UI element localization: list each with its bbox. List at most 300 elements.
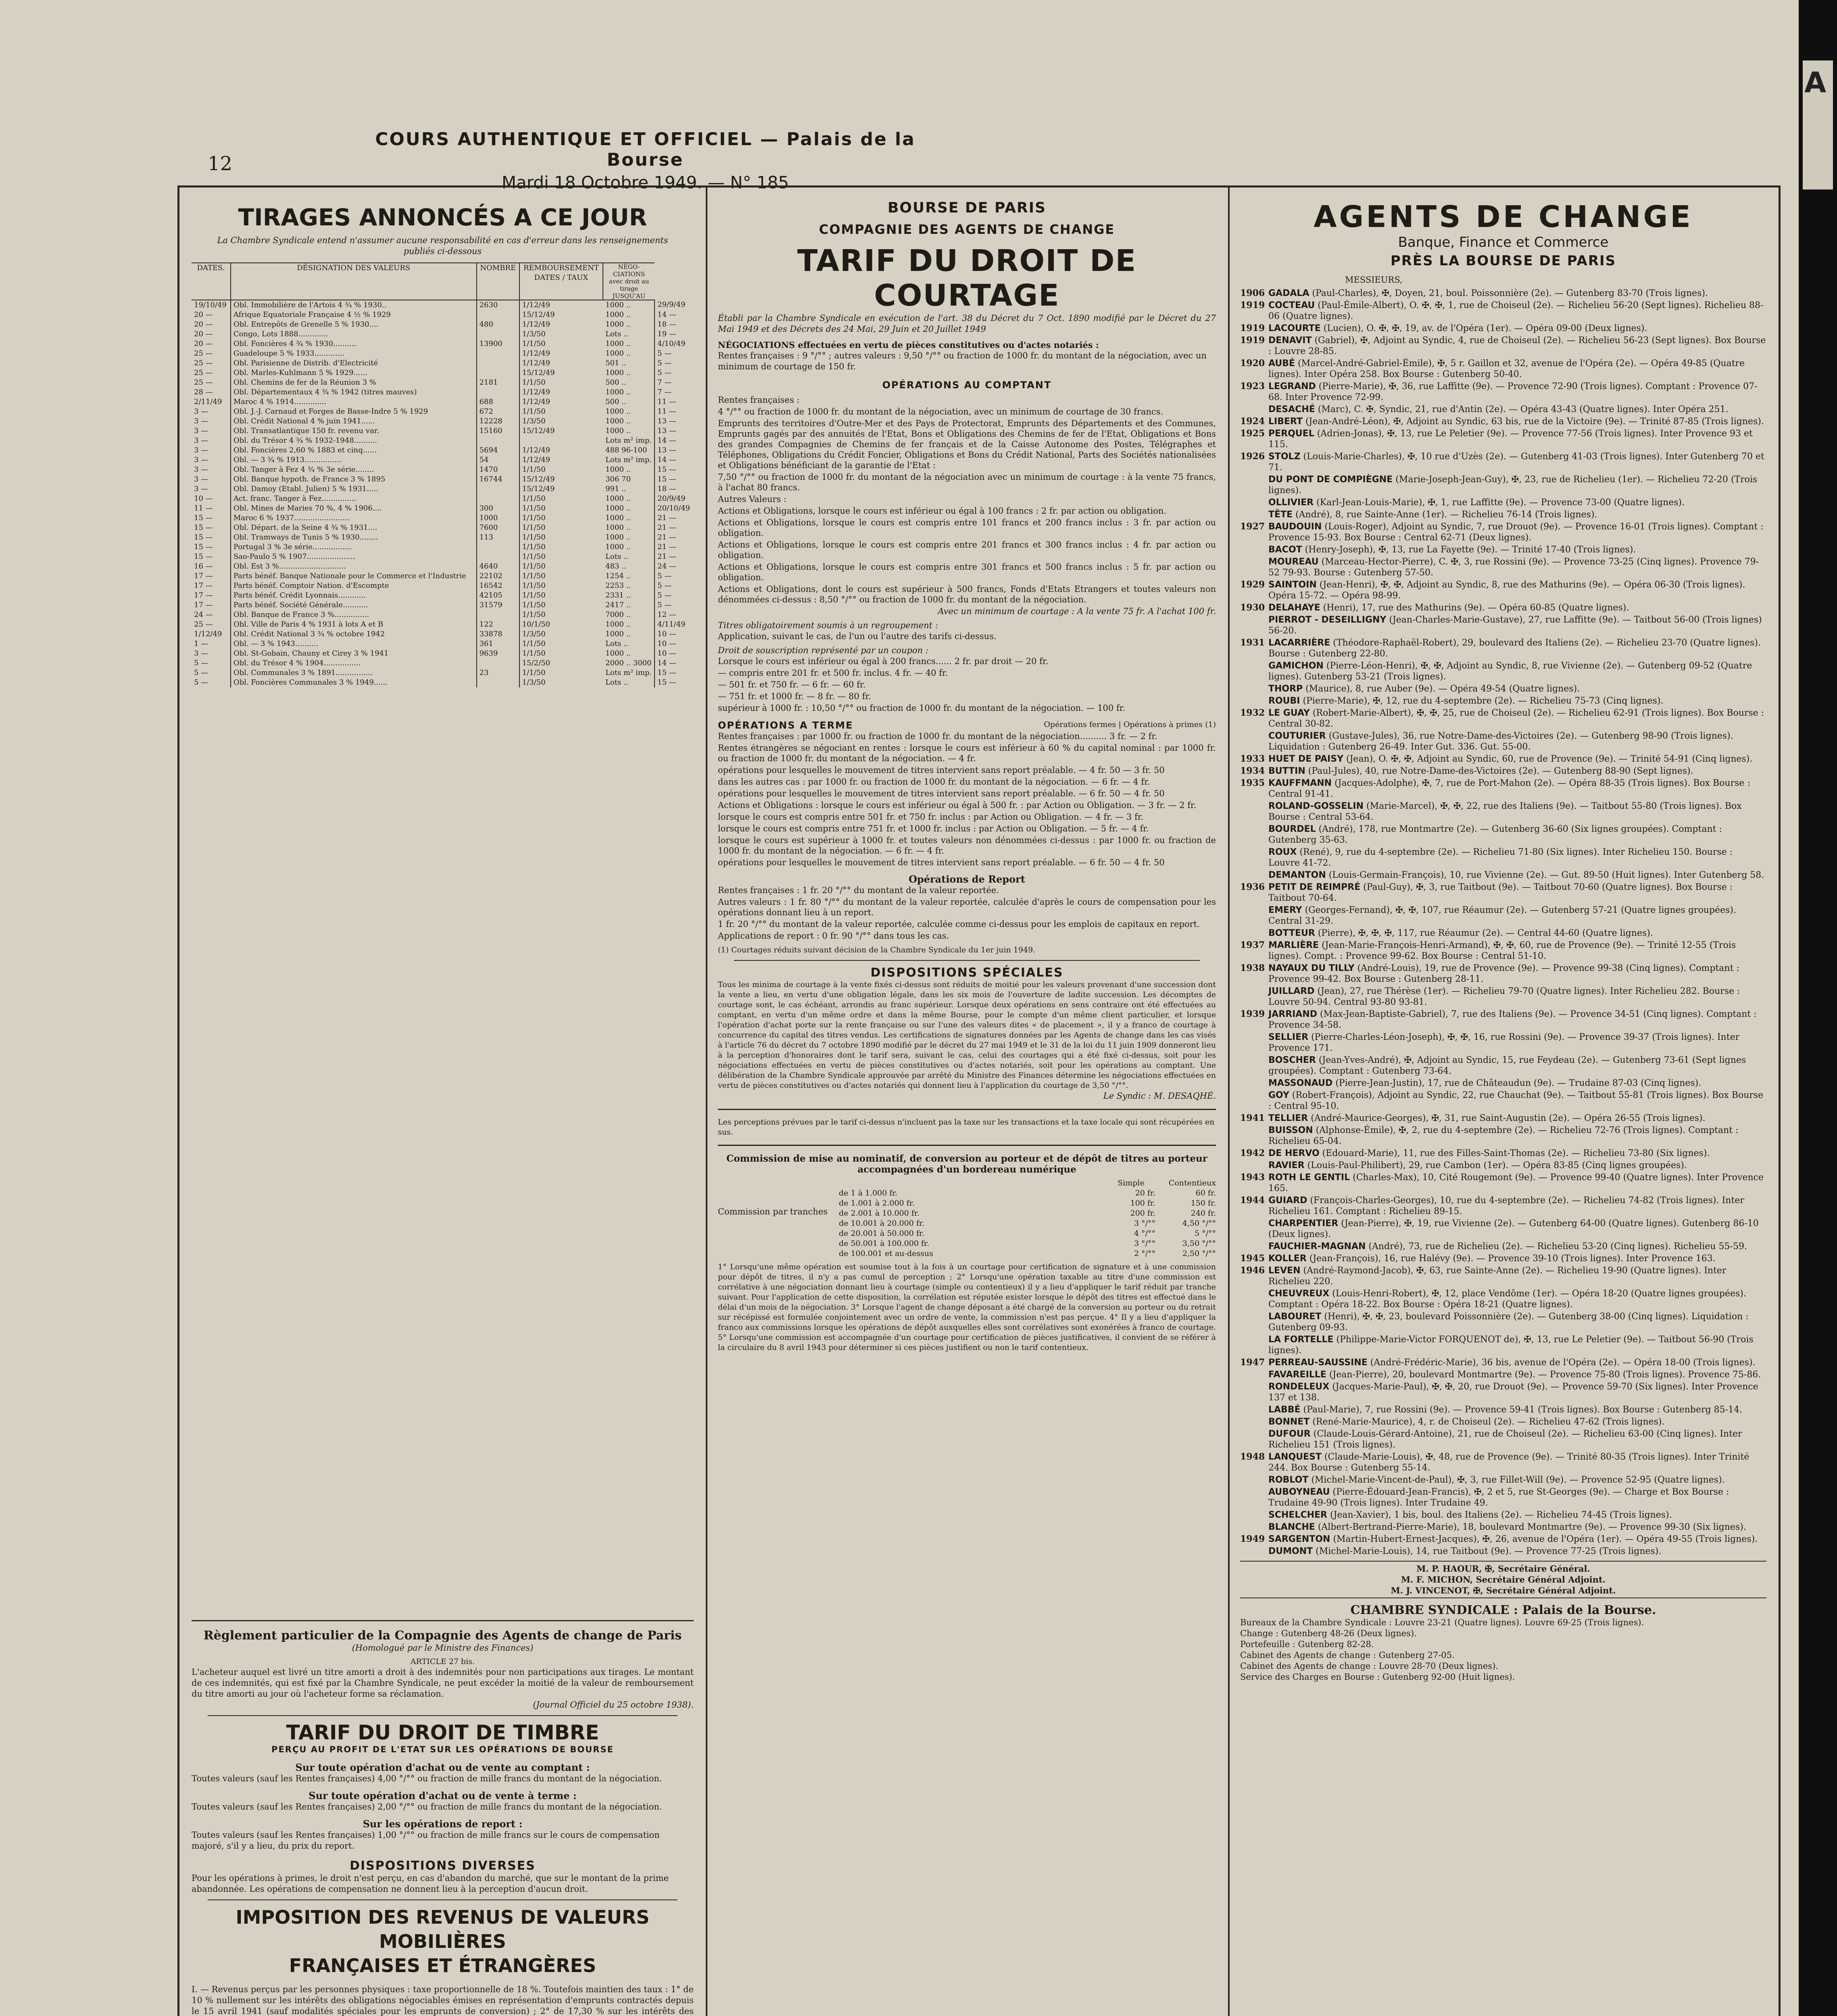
terme-line: opérations pour lesquelles le mouvement de titres intervient sans report préalable. — 4 fr. 50 — 3 fr. 50 [718,765,1165,775]
agent-info: (Jean-Yves-André), ✠, Adjoint au Syndic, 15, rue Feydeau (2e). — Gutenberg 73-61 (Sept lignes groupées). Comptant : Gutenberg 73-64. [1268,1055,1746,1076]
row-negociation: 18 — [655,484,694,494]
agent-entry [1240,1452,1766,1473]
agent-info: (Jean-Pierre), 20, boulevard Montmartre (9e). — Provence 75-80 (Trois lignes). Provence 75-86. [1329,1370,1761,1380]
row-designation: Obl. Foncières Communales 3 % 1949...... [231,678,477,687]
row-designation: Parts bénéf. Société Générale........... [231,600,477,610]
agent-details [1268,683,1580,694]
chambre-line: Cabinet des Agents de change : Louvre 28-70 (Deux lignes). [1240,1661,1499,1671]
table-row [192,320,694,329]
agent-name: LACARRIÈRE [1268,638,1330,648]
row-taux: 1000 .. [605,349,631,358]
row-negociation: 20/9/49 [655,494,694,504]
syndic-line: Le Syndic : M. DESAQHÉ. [1103,1091,1216,1101]
tirages-note: La Chambre Syndicale entend n'assumer aucune responsabilité en cas d'erreur dans les renseignements publiés ci-dessous [217,235,668,256]
agent-name: BACOT [1268,545,1302,555]
commission-row [839,1229,1216,1239]
table-row [192,523,694,533]
agent-name: ROBLOT [1268,1475,1309,1485]
commission-contentieux: 3,50 °/°° [1182,1239,1216,1248]
commission-simple: 3 °/°° [1134,1239,1155,1248]
row-taux: 1000 .. [605,388,631,396]
row-designation: Obl. Départementaux 4 ¾ % 1942 (titres mauves) [231,387,477,397]
row-date: 5 — [194,669,209,677]
agents-subtitle-2: PRÈS LA BOURSE DE PARIS [1390,253,1616,269]
agent-info: (Michel-Marie-Vincent-de-Paul), ✠, 3, rue Fillet-Will (9e). — Provence 52-95 (Quatre lignes). [1311,1475,1725,1485]
agent-year [1240,986,1268,1008]
commission-simple: 4 °/°° [1134,1229,1155,1238]
agent-name: GUIARD [1268,1195,1307,1206]
agent-info: (Gabriel), ✠, Adjoint au Syndic, 4, rue de Choiseul (2e). — Richelieu 56-23 (Sept lignes). Box Bourse : Louvre 28-85. [1268,335,1766,356]
agent-entry [1240,882,1766,904]
agent-name: PERQUEL [1268,429,1314,439]
agent-details [1268,1334,1766,1356]
row-remboursement-date: 1/12/49 [519,387,603,397]
courtage-intro: Établi par la Chambre Syndicale en exécution de l'art. 38 du Décret du 7 Oct. 1890 modifié par le Décret du 27 Mai 1949 et des Décrets des 24 Mai, 29 Juin et 20 Juillet 1949 [718,313,1216,334]
agent-year [1240,1429,1268,1450]
officer-line: M. J. VINCENOT, ✠, Secrétaire Général Adjoint. [1391,1585,1616,1595]
agent-name: LE GUAY [1268,708,1310,718]
row-remboursement-date: 1/12/49 [519,446,603,455]
agent-entry [1240,1032,1766,1054]
agent-info: (Charles-Max), 10, Cité Rougemont (9e). — Provence 99-40 (Quatre lignes). Inter Provence 165. [1268,1173,1764,1193]
agent-year: 1929 [1240,579,1265,590]
row-date: 10 — [194,494,213,503]
agent-info: (Jean-Marie-François-Henri-Armand), ✠, ✠, 60, rue de Provence (9e). — Trinité 12-55 (Trois lignes). Compt. : Provence 99-62. Box Bourse : Central 51-10. [1268,940,1736,961]
commission-range: de 10.001 à 20.000 fr. [839,1219,924,1228]
row-designation: Obl. Tramways de Tunis 5 % 1930........ [231,533,477,542]
agent-info: (Robert-François), Adjoint au Syndic, 22, rue Chauchat (9e). — Taitbout 55-81 (Trois lignes). Box Bourse : Central 95-10. [1268,1090,1764,1111]
souscription-line: supérieur à 1000 fr. : 10,50 °/°° ou fraction de 1000 fr. du montant de la négociation. — 100 fr. [718,703,1126,713]
agent-details [1268,1357,1756,1368]
agent-year [1240,870,1268,881]
row-negociation: 4/10/49 [655,339,694,349]
agent-entry [1240,683,1766,694]
agent-info: (Henry-Joseph), ✠, 13, rue La Fayette (9e). — Trinité 17-40 (Trois lignes). [1305,545,1636,555]
row-designation: Obl. Mines de Maries 70 %, 4 % 1906.... [231,504,477,513]
table-row [192,649,694,658]
agent-name: FAUCHIER-MAGNAN [1268,1241,1366,1252]
agent-year [1240,1241,1268,1252]
header-rembt-taux: TAUX [567,273,588,282]
row-date: 28 — [194,388,213,396]
agent-name: FAVAREILLE [1268,1370,1326,1380]
agent-details [1268,1160,1687,1171]
agent-year: 1945 [1240,1253,1265,1264]
row-remboursement-date: 1/3/50 [519,329,603,339]
row-negociation: 21 — [655,552,694,562]
agent-info: (Louis-Germain-François), 10, rue Vivienne (2e). — Gut. 89-50 (Huit lignes). Inter Gutenberg 58. [1328,870,1764,880]
agent-info: (Jean-François), 16, rue Halévy (9e). — Provence 39-10 (Trois lignes). Inter Provence 163. [1309,1254,1716,1264]
officers-list [1240,1563,1766,1596]
row-designation: Sao-Paulo 5 % 1907..................... [231,552,477,562]
row-negociation: 14 — [655,310,694,320]
agent-name: CHEUVREUX [1268,1289,1330,1299]
courtage-note: (1) Courtages réduits suivant décision de la Chambre Syndicale du 1er juin 1949. [718,946,1036,954]
table-row [192,387,694,397]
agent-year: 1949 [1240,1534,1265,1544]
row-date: 25 — [194,620,213,629]
row-date: 5 — [194,678,209,687]
row-designation: Act. franc. Tanger à Fez............... [231,494,477,504]
agent-name: RONDELEUX [1268,1382,1330,1392]
table-row [192,407,694,417]
table-row [192,465,694,475]
row-designation: Obl. Marles-Kuhlmann 5 % 1929...... [231,368,477,378]
row-nombre: 23 [477,668,519,678]
row-negociation: 4/11/49 [655,620,694,629]
agent-details [1268,1546,1661,1557]
agent-details [1268,1404,1742,1415]
row-taux: 306 70 [605,475,631,483]
table-row [192,484,694,494]
agent-entry [1240,614,1766,636]
row-designation: Obl. Entrepôts de Grenelle 5 % 1930.... [231,320,477,329]
terme-line: lorsque le cours est supérieur à 1000 fr. et toutes valeurs non dénommées ci-dessus : par 1000 fr. ou fraction de 1000 fr. du montant de la négociation. — 6 fr. — 4 fr. [718,835,1216,856]
agent-entry [1240,754,1766,764]
agent-year: 1935 [1240,778,1265,788]
row-date: 3 — [194,427,209,435]
agent-entry [1240,731,1766,752]
row-taux: 1000 .. [605,620,631,629]
agent-year: 1933 [1240,754,1265,764]
agent-info: (Jean-Xavier), 1 bis, boul. des Italiens (2e). — Richelieu 74-45 (Trois lignes). [1330,1510,1672,1520]
agent-details [1268,428,1766,450]
agent-info: (René), 9, rue du 4-septembre (2e). — Richelieu 71-80 (Six lignes). Inter Richelieu 150. Bourse : Louvre 41-72. [1268,847,1733,868]
table-row [192,620,694,629]
agent-name: PIERROT - DESEILLIGNY [1268,615,1387,625]
reglement-text: L'acheteur auquel est livré un titre amorti a droit à des indemnités pour non participations aux tirages. Le montant de ces indemnités, qui est fixé par la Chambre Syndicale, ne peut excéder la moitié de la valeur de remboursement du titre amorti au jour où l'acheteur forme sa réclamation. [192,1667,694,1699]
row-nombre: 688 [477,397,519,407]
agent-year: 1947 [1240,1357,1265,1368]
row-nombre [477,436,519,446]
row-negociation: 5 — [655,349,694,358]
row-designation: Obl. Damoy (Etabl. Julien) 5 % 1931..... [231,484,477,494]
agent-details [1268,1090,1766,1112]
agent-entry [1240,451,1766,473]
agent-name: ROUBI [1268,696,1300,706]
agent-year [1240,660,1268,682]
agent-entry [1240,1334,1766,1356]
row-negociation: 13 — [655,417,694,426]
row-negociation: 14 — [655,658,694,668]
row-negociation: 5 — [655,581,694,591]
header-negociations: NÉGO-CIATIONS avec droit au tirage JUSQU'AU [603,263,655,300]
row-nombre [477,349,519,358]
row-date: 16 — [194,562,213,571]
agent-name: KOLLER [1268,1254,1307,1264]
report-line: Rentes françaises : 1 fr. 20 °/°° du montant de la valeur reportée. [718,885,999,895]
row-negociation: 7 — [655,378,694,387]
agent-entry [1240,474,1766,496]
agent-name: LEGRAND [1268,381,1316,392]
agent-details [1268,905,1766,927]
impot-title-1: IMPOSITION DES REVENUS DE VALEURS MOBILIÈRES [236,1906,650,1952]
agent-info: (Paul-Marie), 7, rue Rossini (9e). — Provence 59-41 (Trois lignes). Box Bourse : Gutenberg 85-14. [1303,1405,1743,1415]
agent-info: (Pierre), ✠, ✠, ✠, 117, rue Réaumur (2e). — Central 44-60 (Quatre lignes). [1318,928,1653,938]
row-negociation: 11 — [655,397,694,407]
terme-title: OPÉRATIONS A TERME [718,720,853,731]
perceptions-note: Les perceptions prévues par le tarif ci-dessus n'incluent pas la taxe sur les transactions et la taxe locale qui sont récupérées en sus. [718,1118,1215,1137]
row-taux: 1000 .. [605,427,631,435]
row-taux: 1000 .. [605,465,631,474]
agent-name: BOURDEL [1268,824,1316,834]
agent-name: LANQUEST [1268,1452,1322,1462]
terme-line: opérations pour lesquelles le mouvement de titres intervient sans report préalable. — 6 fr. 50 — 4 fr. 50 [718,858,1165,867]
agent-entry [1240,1357,1766,1368]
agent-year [1240,1404,1268,1415]
row-designation: Obl. Est 3 %............................. [231,562,477,571]
row-date: 1/12/49 [194,630,222,638]
row-taux: 2000 .. 3000 [605,659,652,667]
agent-year [1240,509,1268,520]
agent-year [1240,1078,1268,1089]
row-remboursement-date: 1/1/50 [519,649,603,658]
row-remboursement-date: 1/12/49 [519,300,603,310]
commission-col-contentieux: Contentieux [1168,1179,1216,1187]
commission-row [839,1208,1216,1218]
courtage-title: TARIF DU DROIT DE COURTAGE [797,244,1137,313]
commission-range: de 100.001 et au-dessus [839,1249,933,1258]
agent-name: BLANCHE [1268,1522,1315,1532]
commission-simple: 100 fr. [1130,1199,1155,1208]
row-remboursement-date: 1/12/49 [519,320,603,329]
row-remboursement-date: 15/12/49 [519,310,603,320]
row-designation: Guadeloupe 5 % 1933............. [231,349,477,358]
row-date: 20 — [194,320,213,329]
agent-details [1268,882,1766,904]
agent-details [1268,1487,1766,1508]
row-designation: Obl. Parisienne de Distrib. d'Electricité [231,358,477,368]
agent-entry [1240,1009,1766,1031]
chambre-line: Service des Charges en Bourse : Gutenberg 92-00 (Huit lignes). [1240,1672,1515,1682]
agent-details [1268,1241,1747,1252]
agent-entry [1240,1195,1766,1217]
table-row [192,417,694,426]
agent-name: LACOURTE [1268,323,1321,333]
row-remboursement-date: 1/1/50 [519,591,603,600]
row-designation: Obl. Banque hypoth. de France 3 % 1895 [231,475,477,484]
agent-details [1268,963,1766,985]
agent-name: MOUREAU [1268,557,1319,567]
agent-name: COUTURIER [1268,731,1326,741]
row-nombre: 2630 [477,300,519,310]
agent-info: (Henri), ✠, ✠, 23, boulevard Poissonnière (2e). — Gutenberg 38-00 (Cinq lignes). Liquidation : Gutenberg 09-93. [1268,1312,1749,1333]
row-date: 25 — [194,349,213,358]
agent-details [1268,928,1653,939]
commission-simple: 3 °/°° [1134,1219,1155,1228]
agent-year: 1924 [1240,416,1265,427]
row-negociation: 15 — [655,475,694,484]
agent-name: TELLIER [1268,1113,1308,1123]
agent-name: BOTTEUR [1268,928,1315,938]
agent-entry [1240,1369,1766,1380]
agent-details [1268,708,1766,729]
officer-line: M. F. MICHON, Secrétaire Général Adjoint. [1401,1574,1606,1585]
row-remboursement-date: 1/3/50 [519,629,603,639]
agent-entry [1240,358,1766,380]
table-row [192,658,694,668]
row-nombre [477,494,519,504]
agent-info: (Albert-Bertrand-Pierre-Marie), 18, boulevard Montmartre (9e). — Provence 99-30 (Six lignes). [1318,1522,1746,1532]
agent-info: (Pierre-Léon-Henri), ✠, ✠, Adjoint au Syndic, 8, rue Vivienne (2e). — Gutenberg 09-52 (Quatre lignes). Gutenberg 53-21 (Trois lignes). [1268,661,1752,682]
agent-name: PERREAU-SAUSSINE [1268,1358,1368,1368]
agent-entry [1240,521,1766,543]
adjacent-page-letter: A [1804,66,1827,99]
header-designation: DÉSIGNATION DES VALEURS [231,263,477,300]
row-negociation: 13 — [655,446,694,455]
agent-info: (Marcel-André-Gabriel-Émile), ✠, 5 r. Gaillon et 32, avenue de l'Opéra (2e). — Opéra 49-85 (Quatre lignes). Inter Opéra 258. Box Bourse : Gutenberg 50-40. [1268,358,1745,379]
agents-subtitle: Banque, Finance et Commerce [1398,234,1609,250]
row-taux: 2417 .. [605,601,631,609]
agent-details [1268,1253,1716,1264]
agent-year: 1923 [1240,381,1265,392]
report-line: 1 fr. 20 °/°° du montant de la valeur reportée, calculée comme ci-dessus pour les emplois de capitaux en report. [718,919,1200,929]
agent-info: (Jean), 27, rue Thérèse (1er). — Richelieu 79-70 (Quatre lignes). Inter Richelieu 282. Bourse : Louvre 50-94. Central 93-80 93-81. [1268,986,1740,1007]
row-nombre: 361 [477,639,519,649]
commission-range: de 50.001 à 100.000 fr. [839,1239,930,1248]
agent-details [1268,766,1693,777]
table-row [192,639,694,649]
agent-name: AUBÉ [1268,358,1295,369]
nego-text: Rentes françaises : 9 °/°° ; autres valeurs : 9,50 °/°° ou fraction de 1000 fr. du montant de la négociation, avec un minimum de courtage de 150 fr. [718,351,1207,371]
row-date: 25 — [194,369,213,377]
agent-entry [1240,928,1766,939]
agent-info: (Marc), C. ✠, Syndic, 21, rue d'Antin (2e). — Opéra 43-43 (Quatre lignes). Inter Opéra 251. [1318,404,1729,414]
agent-entry [1240,1113,1766,1124]
row-date: 15 — [194,514,213,522]
row-negociation: 5 — [655,358,694,368]
row-nombre [477,552,519,562]
agent-year: 1948 [1240,1452,1265,1462]
agent-details [1268,1452,1766,1473]
agent-details [1268,1113,1706,1124]
table-row [192,378,694,387]
comptant-line: Rentes françaises : [718,395,800,405]
agent-entry [1240,1055,1766,1077]
row-negociation: 14 — [655,455,694,465]
souscription-line: — 751 fr. et 1000 fr. — 8 fr. — 80 fr. [718,691,871,701]
commission-simple: 20 fr. [1135,1189,1155,1198]
table-row [192,329,694,339]
terme-line: lorsque le cours est compris entre 501 fr. et 750 fr. inclus : par Action ou Obligation. — 4 fr. — 3 fr. [718,812,1144,822]
agent-name: SCHELCHER [1268,1510,1327,1520]
agent-entry [1240,1487,1766,1508]
timbre-terme-text: Toutes valeurs (sauf les Rentes françaises) 2,00 °/°° ou fraction de mille francs du montant de la négociation. [192,1802,662,1812]
agent-year [1240,1032,1268,1054]
row-taux: Lots m² imp. [605,456,652,464]
agent-info: (Louis-Marie-Charles), ✠, 10 rue d'Uzès (2e). — Gutenberg 41-03 (Trois lignes). Inter Gutenberg 70 et 71. [1268,452,1764,473]
agent-year: 1931 [1240,637,1265,648]
row-remboursement-date: 1/1/50 [519,552,603,562]
agent-entry [1240,801,1766,823]
row-taux: 1000 .. [605,417,631,425]
agent-details [1268,323,1647,334]
row-negociation: 19 — [655,329,694,339]
row-date: 17 — [194,591,213,600]
agent-year: 1919 [1240,323,1265,333]
row-taux: Lots .. [605,552,628,561]
row-remboursement-date: 1/1/50 [519,513,603,523]
agent-year [1240,1090,1268,1112]
agent-entry [1240,1381,1766,1403]
agent-entry [1240,544,1766,555]
speciales-text: Tous les minima de courtage à la vente fixés ci-dessus sont réduits de moitié pour les valeurs provenant d'une succession dont la vente a lieu, en vertu d'une obligation légale, dans les six mois de l'ouverture de ladite succession. Les décomptes de courtage sont, le cas échéant, arrondis au franc supérieur. Lorsque deux opérations en sens contraire ont été effectuées au comptant, en vertu d'un même ordre et dans la même Bourse, pour le compte d'un même client particulier, et lorsque l'opération d'achat porte sur la rente française ou sur l'une des valeurs dites « de placement », il y a franco de courtage à concurrence du capital des titres vendus. Les certifications de signatures données par les Agents de change dans les cas visés à l'article 76 du décret du 7 octobre 1890 modifié par le décret du 27 mai 1949 et le 31 de la loi du 11 juin 1909 donneront lieu à la perception d'honoraires dont le tarif sera, suivant le cas, celui des courtages qui a été fixé ci-dessus, soit pour les négociations effectuées en vertu de pièces constitutives ou d'actes notariés, soit pour les opérations au comptant. Une délibération de la Chambre Syndicale approuvée par arrêté du Ministre des Finances détermine les négociations effectuées en vertu de pièces constitutives ou d'actes notariés qui donnent lieu à l'application du courtage de 3,50 °/°°. [718,980,1216,1090]
messieurs-label: MESSIEURS, [1345,275,1403,285]
reglement-subtitle: (Homologué par le Ministre des Finances) [352,1643,534,1653]
row-designation: Parts bénéf. Banque Nationale pour le Commerce et l'Industrie [231,571,477,581]
agent-info: (Lucien), O. ✠, ✠, 19, av. de l'Opéra (1er). — Opéra 09-00 (Deux lignes). [1323,323,1647,333]
table-row [192,610,694,620]
agent-info: (Martin-Hubert-Ernest-Jacques), ✠, 26, avenue de l'Opéra (1er). — Opéra 49-55 (Trois lignes). [1333,1534,1758,1544]
terme-line: Actions et Obligations : lorsque le cours est inférieur ou égal à 500 fr. : par Action ou Obligation. — 3 fr. — 2 fr. [718,800,1197,810]
header-nombre: NOMBRE [477,263,519,300]
row-remboursement-date: 1/1/50 [519,668,603,678]
agent-name: DE HERVO [1268,1148,1320,1158]
agent-name: GAMICHON [1268,661,1324,671]
agent-info: (Louis-Henri-Robert), ✠, 12, place Vendôme (1er). — Opéra 18-20 (Quatre lignes groupées). Comptant : Opéra 18-22. Box Bourse : Opéra 18-21 (Quatre lignes). [1268,1289,1746,1310]
row-taux: Lots m² imp. [605,436,652,445]
row-remboursement-date: 15/12/49 [519,475,603,484]
row-date: 15 — [194,533,213,541]
table-row [192,504,694,513]
row-negociation: 5 — [655,600,694,610]
agent-details [1268,544,1636,555]
agent-name: EMERY [1268,905,1302,915]
agent-info: (Marie-Joseph-Jean-Guy), ✠, 23, rue de Richelieu (1er). — Richelieu 72-20 (Trois lignes). [1268,475,1758,496]
agent-details [1268,1311,1766,1333]
commission-range: de 1 à 1.000 fr. [839,1189,898,1198]
agent-year: 1936 [1240,882,1265,892]
agent-entry [1240,1160,1766,1171]
agent-name: HUET DE PAISY [1268,754,1344,764]
chambre-list [1240,1617,1766,1683]
agent-name: PETIT DE REIMPRÉ [1268,882,1361,892]
agent-details [1268,1288,1766,1310]
reglement-source: (Journal Officiel du 25 octobre 1938). [533,1700,694,1710]
row-nombre [477,387,519,397]
row-designation: Maroc 6 % 1937........................ [231,513,477,523]
agent-name: LA FORTELLE [1268,1335,1334,1345]
comptant-line: Emprunts des territoires d'Outre-Mer et des Pays de Protectorat, Emprunts des Départements et des Communes, Emprunts gagés par des annuités de l'Etat, Bons et Obligations des Chemins de fer de l'Etat, Obligations et Bons des grandes Compagnies de Chemins de fer français et de la Caisse Autonome des Postes, Télégraphes et Téléphones, Obligations du Crédit Foncier, Obligations et Bons du Crédit National, Parts des Sociétés nationalisées et Obligations bénéficiant de la garantie de l'Etat : [718,419,1216,470]
agent-name: BAUDOUIN [1268,522,1322,532]
row-nombre: 12228 [477,417,519,426]
agent-details [1268,1032,1766,1054]
agent-name: DENAVIT [1268,335,1312,346]
table-row [192,552,694,562]
row-negociation: 18 — [655,320,694,329]
agent-year: 1919 [1240,335,1265,346]
row-date: 17 — [194,581,213,590]
row-negociation: 5 — [655,591,694,600]
agent-entry [1240,986,1766,1008]
row-designation: Obl. Communales 3 % 1891................ [231,668,477,678]
header-rembt-dates: DATES [534,273,560,282]
agent-name: BUTTIN [1268,766,1305,776]
impot-title-2: FRANÇAISES ET ÉTRANGÈRES [289,1955,596,1976]
agent-entry [1240,323,1766,334]
row-nombre: 54 [477,455,519,465]
row-nombre: 22102 [477,571,519,581]
commission-row [839,1188,1216,1198]
agent-details [1268,824,1766,846]
agent-year: 1927 [1240,521,1265,532]
commission-range: de 1.001 à 2.000 fr. [839,1199,915,1208]
comptant-list [718,395,1216,605]
agent-info: (Gustave-Jules), 36, rue Notre-Dame-des-Victoires (2e). — Gutenberg 98-90 (Trois lignes). Liquidation : Gutenberg 26-49. Inter Gut. 336. Gut. 55-00. [1268,731,1733,752]
agent-year [1240,497,1268,508]
timbre-title: TARIF DU DROIT DE TIMBRE [286,1721,599,1744]
timbre-report-text: Toutes valeurs (sauf les Rentes françaises) 1,00 °/°° ou fraction de mille francs sur le cours de compensation majoré, s'il y a lieu, du prix du report. [192,1830,660,1851]
